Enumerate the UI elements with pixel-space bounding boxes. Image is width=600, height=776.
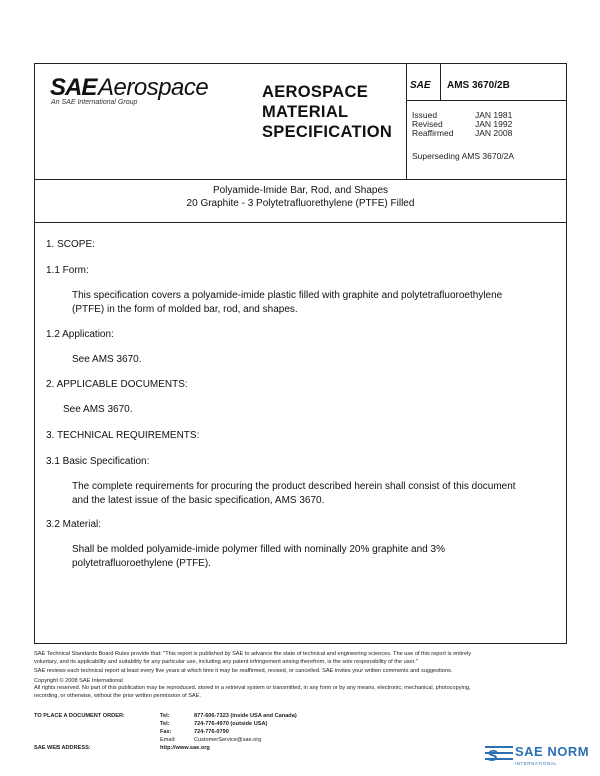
section-1-1-text [72, 289, 562, 317]
revised-date: JAN 1992 [475, 119, 513, 129]
section-3-2-heading: 3.2 Material: [46, 519, 102, 530]
sae-norm-text: SAE NORM [515, 744, 590, 759]
section-1-2-text: See AMS 3670. [72, 354, 142, 365]
logo-subtitle: An SAE International Group [51, 99, 138, 106]
section-3-1-heading: 3.1 Basic Specification: [46, 456, 150, 467]
sae-norm-subtext: INTERNATIONAL [515, 761, 558, 766]
paragraph-line: Shall be molded polyamide-imide polymer filled with nominally 20% graphite and 3% [72, 544, 445, 555]
fax-label: Fax: [160, 729, 172, 735]
web-value[interactable]: http://www.sae.org [160, 745, 210, 751]
svg-text:S: S [487, 748, 498, 765]
order-label: TO PLACE A DOCUMENT ORDER: [34, 713, 125, 719]
email-value: CustomerService@sae.org [194, 737, 262, 743]
footer-line: Copyright © 2008 SAE International [34, 677, 123, 684]
section-1-heading: 1. SCOPE: [46, 239, 95, 250]
sae-norm-logo-icon [485, 742, 513, 766]
section-2-text: See AMS 3670. [63, 404, 133, 415]
sae-mark-divider [440, 63, 441, 100]
sae-logo: SAE [50, 74, 97, 101]
paragraph-line: and the latest issue of the basic specification, AMS 3670. [72, 495, 325, 506]
section-3-heading: 3. TECHNICAL REQUIREMENTS: [46, 430, 200, 441]
footer-line: recording, or otherwise, without the prior written permission of SAE. [34, 692, 201, 699]
section-1-1-heading: 1.1 Form: [46, 265, 89, 276]
tel2-label: Tel: [160, 721, 170, 727]
email-label: Email: [160, 737, 176, 743]
paragraph-line: polytetrafluoroethylene (PTFE). [72, 558, 211, 569]
superseding: Superseding AMS 3670/2A [412, 151, 515, 161]
web-label: SAE WEB ADDRESS: [34, 745, 91, 751]
section-3-2-text [72, 543, 562, 571]
paragraph-line: The complete requirements for procuring the product described herein shall consist of this document [72, 481, 516, 492]
issued-label: Issued [412, 110, 438, 120]
paragraph-line: (PTFE) in the form of molded bar, rod, and shapes. [72, 304, 298, 315]
document-number: AMS 3670/2B [447, 80, 510, 91]
spec-title-line: AEROSPACE [262, 83, 368, 101]
footer-line: voluntary, and its applicability and suitability for any particular use, including any patent infringement arising therefrom, is the sole responsibility of the user." [34, 658, 418, 665]
document-title-line-2: 20 Graphite - 3 Polytetrafluorethylene (PTFE) Filled [186, 198, 415, 209]
section-3-1-text [72, 480, 562, 508]
footer-line: All rights reserved. No part of this publication may be reproduced, stored in a retrieval system or transmitted, in any form or by any means, electronic, mechanical, photocopying, [34, 685, 471, 691]
reaffirmed-label: Reaffirmed [412, 128, 454, 138]
spec-title-line: MATERIAL [262, 103, 349, 121]
footer-line: SAE Technical Standards Board Rules provide that: "This report is published by SAE to advance the state of technical and engineering sciences. The use of this report is entirely [34, 651, 472, 657]
tel-label: Tel: [160, 713, 170, 719]
header-divider-left [406, 63, 407, 179]
aerospace-logo: Aerospace [98, 74, 209, 101]
paragraph-line: This specification covers a polyamide-imide plastic filled with graphite and polytetrafluoroethylene [72, 290, 503, 301]
issued-date: JAN 1981 [475, 110, 513, 120]
footer-legal [34, 651, 567, 700]
spec-title-line: SPECIFICATION [262, 123, 393, 141]
section-2-heading: 2. APPLICABLE DOCUMENTS: [46, 379, 188, 390]
header-bottom-line [34, 179, 567, 180]
title-bottom-line [34, 222, 567, 223]
document-title-line-1: Polyamide-Imide Bar, Rod, and Shapes [212, 185, 389, 196]
tel2-value: 724-776-4970 (outside USA) [194, 721, 268, 727]
reaffirmed-date: JAN 2008 [475, 128, 513, 138]
sae-mark: SAE [410, 80, 431, 91]
section-1-2-heading: 1.2 Application: [46, 329, 114, 340]
doc-number-divider [406, 100, 567, 101]
spec-type-title [262, 82, 392, 142]
tel-value: 877-606-7323 (inside USA and Canada) [194, 713, 297, 719]
fax-value: 724-776-0790 [194, 729, 229, 735]
footer-line: SAE reviews each technical report at least every five years at which time it may be reaffirmed, revised, or cancelled. SAE invites your written comments and suggestions. [34, 668, 453, 674]
revised-label: Revised [412, 119, 443, 129]
